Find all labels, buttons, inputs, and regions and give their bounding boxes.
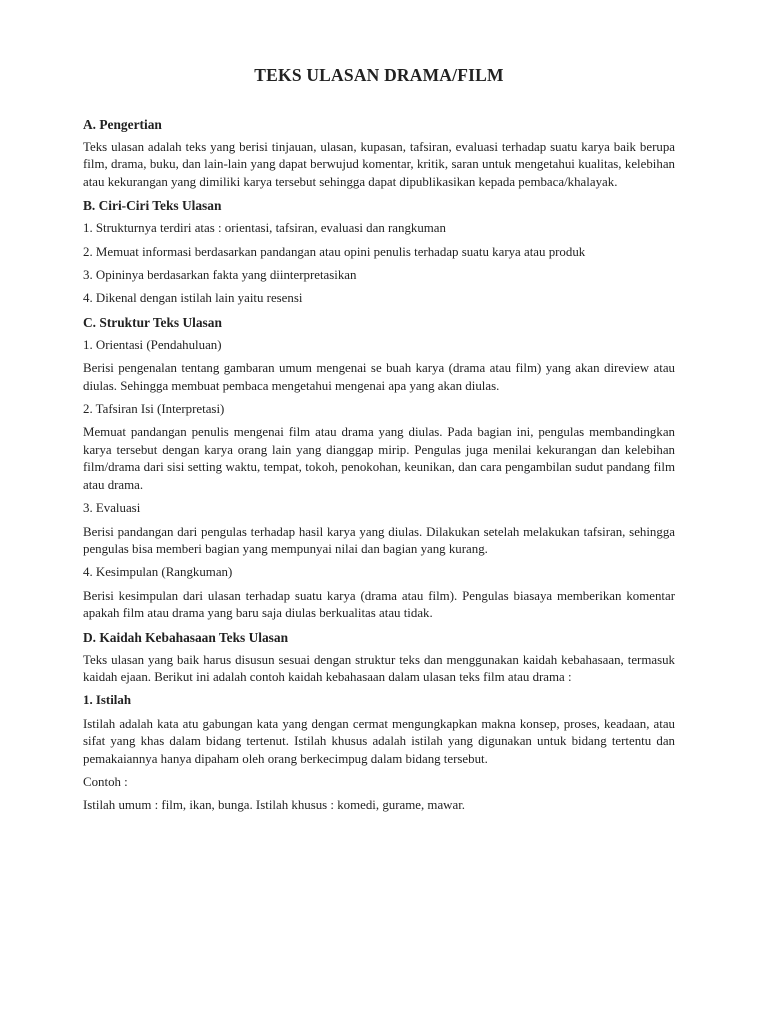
subsection-paragraph-evaluasi: Berisi pandangan dari pengulas terhadap hasil karya yang diulas. Dilakukan setelah melakukan tafsiran, sehingga pengulas bisa memberi bagian yang mempunyai nilai dan bagian yang kurang. — [83, 524, 675, 556]
section-heading-kaidah: D. Kaidah Kebahasaan Teks Ulasan — [83, 629, 289, 645]
subsection-title-evaluasi: 3. Evaluasi — [83, 501, 141, 516]
list-item-ciri-4: 4. Dikenal dengan istilah lain yaitu resensi — [83, 291, 303, 306]
example-label: Contoh : — [83, 774, 128, 789]
list-item-ciri-1: 1. Strukturnya terdiri atas : orientasi, tafsiran, evaluasi dan rangkuman — [83, 221, 446, 236]
paragraph-pengertian: Teks ulasan adalah teks yang berisi tinjauan, ulasan, kupasan, tafsiran, evaluasi terhadap suatu karya baik berupa film, drama, buku, dan lain-lain yang dapat berwujud komentar, kritik, saran untuk mengetahui kualitas, kelebihan atau kekurangan yang dimiliki karya tersebut sehingga dapat dipublikasikan kepada pembaca/khalayak. — [83, 140, 675, 189]
section-heading-pengertian: A. Pengertian — [83, 117, 162, 132]
subsection-paragraph-tafsiran: Memuat pandangan penulis mengenai film atau drama yang diulas. Pada bagian ini, pengulas membandingkan karya tersebut dengan karya orang lain yang dianggap mirip. Pengulas juga menilai kekurangan dan kelebihan film/drama dari sisi setting waktu, tempat, tokoh, penokohan, keunikan, dan cara pengambilan sudut pandang film atau drama. — [83, 425, 675, 492]
subsection-paragraph-istilah: Istilah adalah kata atu gabungan kata yang dengan cermat mengungkapkan makna konsep, proses, keadaan, atau sifat yang khas dalam bidang tertenut. Istilah khusus adalah istilah yang digunakan untuk bidang tertentu dan pemakaiannya hanya dipaham oleh orang berkecimpug dalam bidang tersebut. — [83, 716, 675, 766]
subsection-title-kesimpulan: 4. Kesimpulan (Rangkuman) — [83, 565, 233, 580]
example-line: Istilah umum : film, ikan, bunga. Istilah khusus : komedi, gurame, mawar. — [83, 798, 466, 813]
section-heading-ciri-ciri: B. Ciri-Ciri Teks Ulasan — [83, 198, 222, 214]
subsection-paragraph-kesimpulan: Berisi kesimpulan dari ulasan terhadap suatu karya (drama atau film). Pengulas biasaya memberikan komentar apakah film atau drama yang baru saja diulas berkualitas atau tidak. — [83, 588, 675, 621]
document-title: TEKS ULASAN DRAMA/FILM — [254, 65, 504, 85]
subsection-title-istilah: 1. Istilah — [83, 693, 131, 708]
section-heading-struktur: C. Struktur Teks Ulasan — [83, 314, 222, 330]
subsection-title-tafsiran: 2. Tafsiran Isi (Interpretasi) — [83, 402, 225, 417]
subsection-title-orientasi: 1. Orientasi (Pendahuluan) — [83, 337, 222, 352]
subsection-paragraph-orientasi: Berisi pengenalan tentang gambaran umum mengenai se buah karya (drama atau film) yang akan direview atau diulas. Sehingga membuat pembaca mengetahui mengenai apa yang akan diulas. — [83, 361, 675, 393]
paragraph-kaidah-intro: Teks ulasan yang baik harus disusun sesuai dengan struktur teks dan menggunakan kaidah kebahasaan, termasuk kaidah ejaan. Berikut ini adalah contoh kaidah kebahasaan dalam ulasan teks film atau drama : — [83, 652, 675, 684]
list-item-ciri-3: 3. Opininya berdasarkan fakta yang diinterpretasikan — [83, 268, 357, 283]
list-item-ciri-2: 2. Memuat informasi berdasarkan pandangan atau opini penulis terhadap suatu karya atau produk — [83, 244, 586, 259]
